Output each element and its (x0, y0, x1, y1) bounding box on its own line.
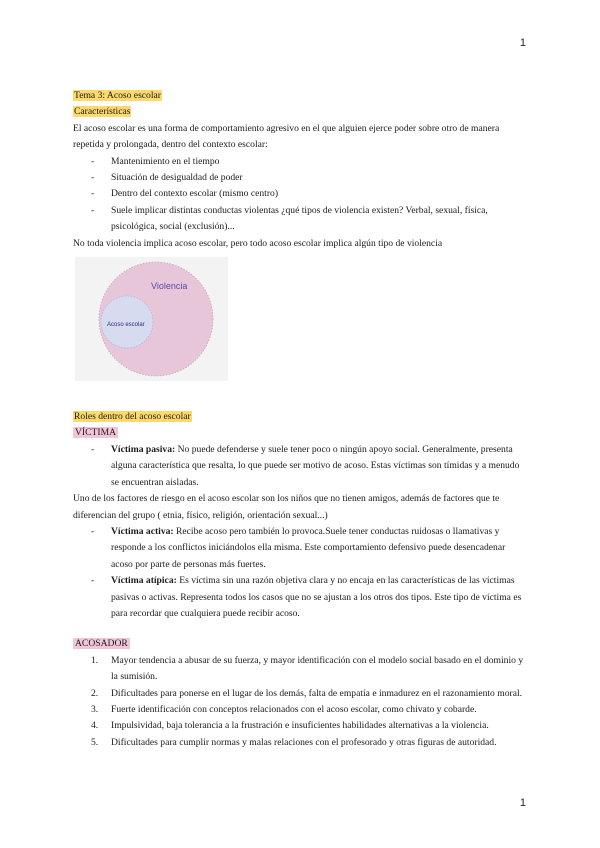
list-item: - Suele implicar distintas conductas violentas ¿qué tipos de violencia existen? Verbal, sexual, física, psicológica, social (exclusión)... (91, 204, 488, 233)
document-body (73, 88, 528, 751)
victima-pasiva-list (73, 442, 528, 491)
list-item: 4. Impulsividad, baja tolerancia a la frustración e insuficientes habilidades alternativas a la violencia. (91, 720, 489, 732)
intro-paragraph: El acoso escolar es una forma de comportamiento agresivo en el que alguien ejerce poder sobre otro de manera repetida y prolongada, dentro del contexto escolar: (73, 122, 500, 151)
venn-diagram (75, 257, 228, 381)
page-number-bottom: 1 (519, 797, 526, 809)
acosador-list (73, 653, 528, 751)
bullying-label: Acoso escolar (107, 322, 145, 329)
violence-label: Violencia (151, 281, 188, 292)
list-item: 1. Mayor tendencia a abusar de su fuerza, y mayor identificación con el modelo social basado en el dominio y la sumisión. (91, 654, 524, 683)
characteristics-list (73, 154, 528, 236)
list-item: 3. Fuerte identificación con conceptos relacionados con el acoso escolar, como chivato y cobarde. (91, 703, 477, 715)
list-item: - Dentro del contexto escolar (mismo centro) (91, 188, 279, 200)
victima-heading: VÍCTIMA (75, 427, 117, 439)
page-number-top: 1 (519, 37, 526, 49)
list-item: - Mantenimiento en el tiempo (91, 155, 220, 167)
section-subtitle: Características (74, 106, 131, 118)
section-title: Tema 3: Acoso escolar (74, 90, 161, 101)
list-item: 5. Dificultades para cumplir normas y malas relaciones con el profesorado y otras figuras de autoridad. (91, 736, 497, 748)
list-item: - Situación de desigualdad de poder (91, 172, 243, 184)
factores-paragraph: Uno de los factores de riesgo en el acoso escolar son los niños que no tienen amigos, además de factores que te diferencian del grupo ( etnia, físico, religión, orientación sexual...) (73, 493, 500, 521)
victima-activa-list (73, 524, 528, 622)
list-item: 2. Dificultades para ponerse en el lugar de los demás, falta de empatía e inmadurez en el razonamiento moral. (91, 687, 523, 699)
list-item: - Víctima activa: Recibe acoso pero también lo provoca.Suele tener conductas ruidosas o llamativas y responde a los conflictos iniciándolos ella misma. Este comportamiento defensivo puede desencadenar acoso por parte de personas más fuertes. (91, 525, 506, 570)
list-item: - Víctima atípica: Es víctima sin una razón objetiva clara y no encaja en las características de las víctimas pasivas o activas. Representa todos los casos que no se ajustan a los otros dos tipos. Este tipo de víctima es para recordar que cualquiera puede recibir acoso. (91, 575, 522, 619)
list-item: - Víctima pasiva: No puede defenderse y suele tener poco o ningún apoyo social. Generalmente, presenta alguna característica que resalta, lo que puede ser motivo de acoso. Estas víctimas son tímidas y a menudo se encuentran aisladas. (91, 443, 520, 488)
closing-paragraph: No toda violencia implica acoso escolar, pero todo acoso escolar implica algún tipo de violencia (73, 237, 443, 249)
roles-title: Roles dentro del acoso escolar (74, 411, 191, 423)
acosador-heading: ACOSADOR (75, 638, 128, 650)
